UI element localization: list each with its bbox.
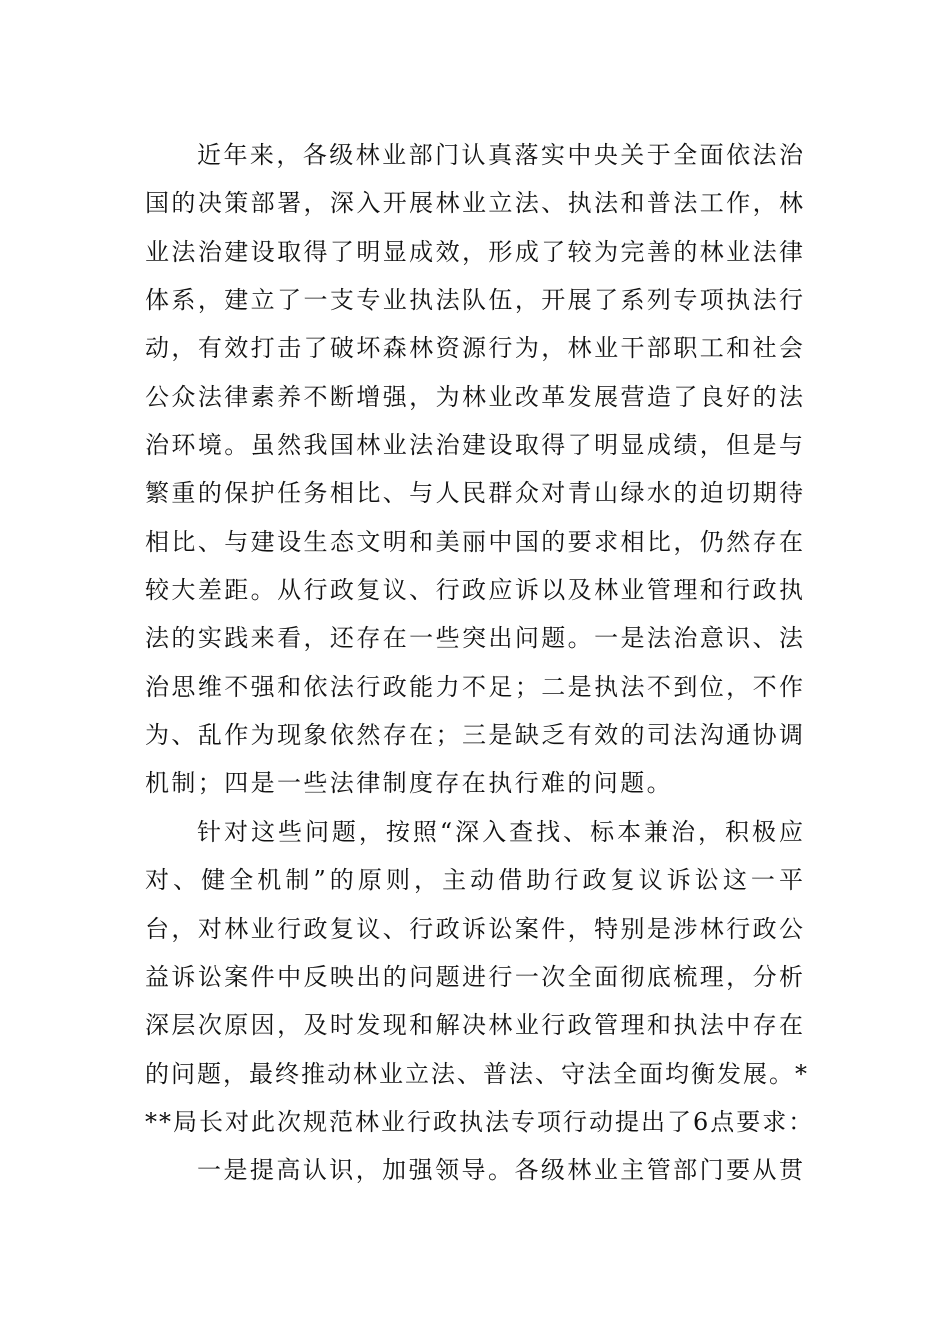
- text-line: 深层次原因，及时发现和解决林业行政管理和执法中存在: [145, 1011, 805, 1040]
- text-line: 业法治建设取得了明显成效，形成了较为完善的林业法律: [145, 237, 805, 266]
- text-line: 公众法律素养不断增强，为林业改革发展营造了良好的法: [145, 382, 805, 411]
- text-line: 繁重的保护任务相比、与人民群众对青山绿水的迫切期待: [145, 479, 805, 508]
- text-line: 益诉讼案件中反映出的问题进行一次全面彻底梳理，分析: [145, 962, 805, 991]
- text-line: 治思维不强和依法行政能力不足；二是执法不到位，不作: [145, 672, 805, 701]
- text-line: 较大差距。从行政复议、行政应诉以及林业管理和行政执: [145, 576, 805, 605]
- text-line: 为、乱作为现象依然存在；三是缺乏有效的司法沟通协调: [145, 721, 805, 750]
- text-line: 对、健全机制”的原则，主动借助行政复议诉讼这一平: [145, 866, 805, 895]
- paragraph: [145, 808, 815, 1146]
- paragraph: [145, 1146, 805, 1194]
- text-line: 治环境。虽然我国林业法治建设取得了明显成绩，但是与: [145, 431, 805, 460]
- text-line: 一是提高认识，加强领导。各级林业主管部门要从贯: [197, 1156, 805, 1185]
- text-line: 相比、与建设生态文明和美丽中国的要求相比，仍然存在: [145, 527, 805, 556]
- text-line: 针对这些问题，按照“深入查找、标本兼治，积极应: [197, 817, 805, 846]
- text-line: 机制；四是一些法律制度存在执行难的问题。: [145, 769, 673, 798]
- document-body: [145, 131, 815, 1195]
- text-line: 的问题，最终推动林业立法、普法、守法全面均衡发展。*: [145, 1059, 809, 1088]
- text-line: 台，对林业行政复议、行政诉讼案件，特别是涉林行政公: [145, 914, 805, 943]
- text-line: 法的实践来看，还存在一些突出问题。一是法治意识、法: [145, 624, 805, 653]
- text-line: **局长对此次规范林业行政执法专项行动提出了6点要求：: [145, 1107, 815, 1136]
- text-line: 动，有效打击了破坏森林资源行为，林业干部职工和社会: [145, 334, 805, 363]
- text-line: 体系，建立了一支专业执法队伍，开展了系列专项执法行: [145, 286, 805, 315]
- text-line: 国的决策部署，深入开展林业立法、执法和普法工作，林: [145, 189, 805, 218]
- paragraph: [145, 131, 805, 808]
- text-line: 近年来，各级林业部门认真落实中央关于全面依法治: [197, 141, 805, 169]
